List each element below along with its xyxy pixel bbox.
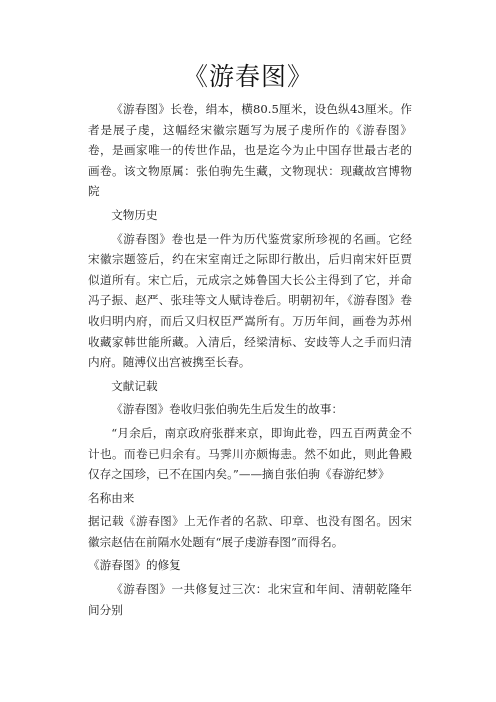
document-title: 《游春图》 <box>182 62 313 91</box>
history-paragraph: 《游春图》卷也是一件为历代鉴赏家所珍视的名画。它经宋徽宗题签后，约在宋室南迁之际即行散出，后归南宋奸臣贾似道所有。宋亡后，元成宗之姊鲁国大长公主得到了它，并命冯子振、赵严、张珪等文人赋诗卷后。明朝初年，《游春图》卷收归明内府，而后又归权臣严嵩所有。万历年间，画卷为苏州收藏家韩世能所藏。入清后，经梁清标、安歧等人之手而归清内府。随溥仪出宫被携至长春。 <box>88 231 412 370</box>
section-heading-literature: 文献记载 <box>111 378 158 393</box>
name-origin-paragraph: 据记载《游春图》上无作者的名款、印章、也没有图名。因宋徽宗赵佶在前隔水处题有“展子虔游春图”而得名。 <box>88 514 412 549</box>
restoration-paragraph: 《游春图》一共修复过三次：北宋宣和年间、清朝乾隆年间分别 <box>88 582 412 617</box>
document-body <box>88 99 412 620</box>
intro-paragraph: 《游春图》长卷，绢本，横80.5厘米，设色纵43厘米。作者是展子虔，这幅经宋徽宗题写为展子虔所作的《游春图》卷，是画家唯一的传世作品，也是迄今为止中国存世最古老的画卷。该文物原属：张伯驹先生藏，文物现状：现藏故宫博物院 <box>88 102 412 199</box>
quote-paragraph: “月余后，南京政府张群来京，即询此卷，四五百两黄金不计也。而卷已归余有。马霁川亦颇悔恚。然不如此，则此鲁殿仅存之国珍，已不在国内矣。”——摘自张伯驹《春游纪梦》 <box>88 425 412 482</box>
section-heading-history: 文物历史 <box>111 207 158 222</box>
section-heading-restoration: 《游春图》的修复 <box>88 558 181 573</box>
literature-intro-paragraph: 《游春图》卷收归张伯驹先生后发生的故事： <box>111 402 344 417</box>
section-heading-name-origin: 名称由来 <box>88 490 135 505</box>
